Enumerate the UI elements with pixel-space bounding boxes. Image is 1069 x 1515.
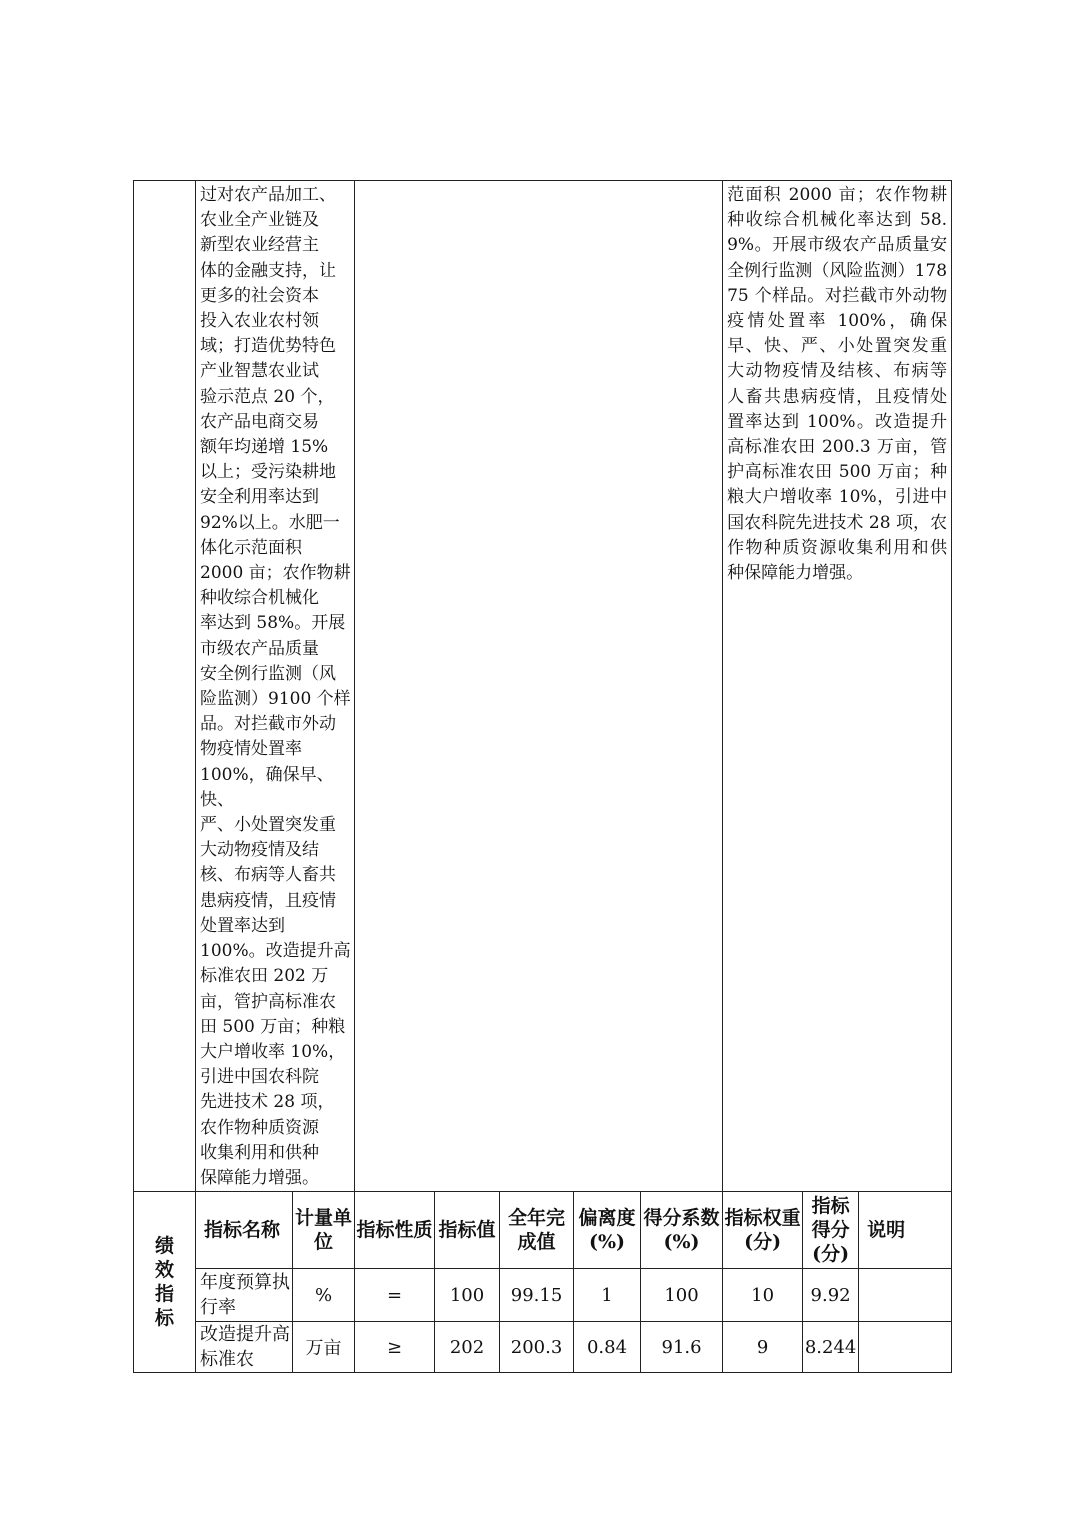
target-text-line: 标准农田 202 万: [200, 966, 329, 987]
target-text-line: 患病疫情，且疫情: [200, 890, 336, 911]
section-label: [134, 1234, 195, 1330]
target-text-line: 物疫情处置率: [200, 739, 302, 760]
row-weight: 10: [723, 1269, 803, 1322]
target-label-cell: [134, 181, 196, 1192]
target-text-line: 更多的社会资本: [200, 285, 319, 306]
header-target: 指标值: [435, 1192, 500, 1269]
row-coef: 100: [641, 1269, 723, 1322]
header-nature: 指标性质: [355, 1192, 435, 1269]
target-text-line: 2000 亩；农作物耕: [200, 563, 351, 584]
row-name: 改造提升高标准农: [196, 1322, 293, 1373]
target-text-line: 险监测）9100 个样: [200, 689, 351, 710]
target-row: [134, 181, 952, 1192]
target-text-line: 产业智慧农业试: [200, 361, 319, 382]
header-coef: 得分系数 (%): [641, 1192, 723, 1269]
row-note: [859, 1269, 952, 1322]
target-text: [196, 181, 354, 1191]
performance-table: [133, 180, 952, 1373]
row-actual: 200.3: [500, 1322, 574, 1373]
table-row: [134, 1269, 952, 1322]
row-deviation: 0.84: [574, 1322, 641, 1373]
target-text-line: 大户增收率 10%，: [200, 1041, 346, 1062]
target-text-line: 率达到 58%。开展: [200, 613, 346, 634]
row-nature: =: [355, 1269, 435, 1322]
target-text-line: 核、布病等人畜共: [200, 865, 336, 886]
target-text-line: 额年均递增 15%: [200, 437, 329, 458]
target-text-line: 先进技术 28 项，: [200, 1092, 335, 1113]
target-text-line: 保障能力增强。: [200, 1167, 319, 1188]
row-target: 100: [435, 1269, 500, 1322]
target-text-line: 验示范点 20 个，: [200, 386, 335, 407]
indicator-header-row: [134, 1192, 952, 1269]
target-text-line: 品。对拦截市外动: [200, 714, 336, 735]
target-text-line: 域；打造优势特色: [200, 336, 336, 357]
row-weight: 9: [723, 1322, 803, 1373]
completion-text: 范面积 2000 亩；农作物耕种收综合机械化率达到 58.9%。开展市级农产品质量安全例行监测（风险监测）17875 个样品。对拦截市外动物疫情处置率 100%，确保早、快、严、小处置突发重大动物疫情及结核、布病等人畜共患病疫情，且疫情处置率达到 100%。改造提升高标准农田 200.3 万亩，管护高标准农田 500 万亩；种粮大户增收率 10%，引进中国农科院先进技术 28 项，农作物种质资源收集利用和供种保障能力增强。: [727, 185, 948, 584]
section-label-char: 标: [154, 1307, 174, 1330]
target-text-line: 以上；受污染耕地: [200, 462, 336, 483]
target-text-line: 92%以上。水肥一: [200, 512, 340, 533]
header-deviation: 偏离度(%): [574, 1192, 641, 1269]
row-unit: %: [293, 1269, 355, 1322]
target-text-line: 市级农产品质量: [200, 638, 319, 659]
header-weight: 指标权重(分): [723, 1192, 803, 1269]
row-coef: 91.6: [641, 1322, 723, 1373]
header-note: 说明: [859, 1192, 952, 1269]
row-nature: ≥: [355, 1322, 435, 1373]
table-row: [134, 1322, 952, 1373]
target-text-line: 种收综合机械化: [200, 588, 319, 609]
target-text-line: 100%，确保早、快、: [200, 764, 334, 810]
target-text-line: 投入农业农村领: [200, 311, 319, 332]
target-text-line: 引进中国农科院: [200, 1067, 319, 1088]
header-unit: 计量单位: [293, 1192, 355, 1269]
target-text-line: 100%。改造提升高: [200, 941, 351, 962]
row-deviation: 1: [574, 1269, 641, 1322]
target-text-line: 收集利用和供种: [200, 1142, 319, 1163]
row-note: [859, 1322, 952, 1373]
blank-cell: [355, 181, 723, 1192]
target-text-line: 农作物种质资源: [200, 1117, 319, 1138]
target-text-line: 亩，管护高标准农: [200, 991, 336, 1012]
section-label-char: 绩: [154, 1235, 174, 1258]
header-score: 指标得分(分): [803, 1192, 859, 1269]
target-text-line: 农业全产业链及: [200, 210, 319, 231]
row-name: 年度预算执行率: [196, 1269, 293, 1322]
target-text-line: 新型农业经营主: [200, 235, 319, 256]
target-text-line: 安全例行监测（风: [200, 663, 336, 684]
completion-text-cell: [723, 181, 952, 1192]
row-score: 9.92: [803, 1269, 859, 1322]
target-text-line: 体的金融支持，让: [200, 260, 336, 281]
target-text-line: 体化示范面积: [200, 537, 302, 558]
row-score: 8.244: [803, 1322, 859, 1373]
target-text-line: 农产品电商交易: [200, 411, 319, 432]
header-name: 指标名称: [196, 1192, 293, 1269]
target-text-line: 大动物疫情及结: [200, 840, 319, 861]
target-text-line: 过对农产品加工、: [200, 185, 336, 205]
row-target: 202: [435, 1322, 500, 1373]
target-text-line: 安全利用率达到: [200, 487, 319, 508]
row-unit: 万亩: [293, 1322, 355, 1373]
target-text-line: 田 500 万亩；种粮: [200, 1016, 346, 1037]
target-text-line: 严、小处置突发重: [200, 815, 336, 836]
row-actual: 99.15: [500, 1269, 574, 1322]
section-label-char: 指: [154, 1283, 174, 1306]
document-page: [133, 180, 951, 1373]
section-label-char: 效: [154, 1259, 174, 1282]
target-text-line: 处置率达到: [200, 915, 285, 936]
target-text-cell: [196, 181, 355, 1192]
header-actual: 全年完成值: [500, 1192, 574, 1269]
section-label-cell: [134, 1192, 196, 1373]
